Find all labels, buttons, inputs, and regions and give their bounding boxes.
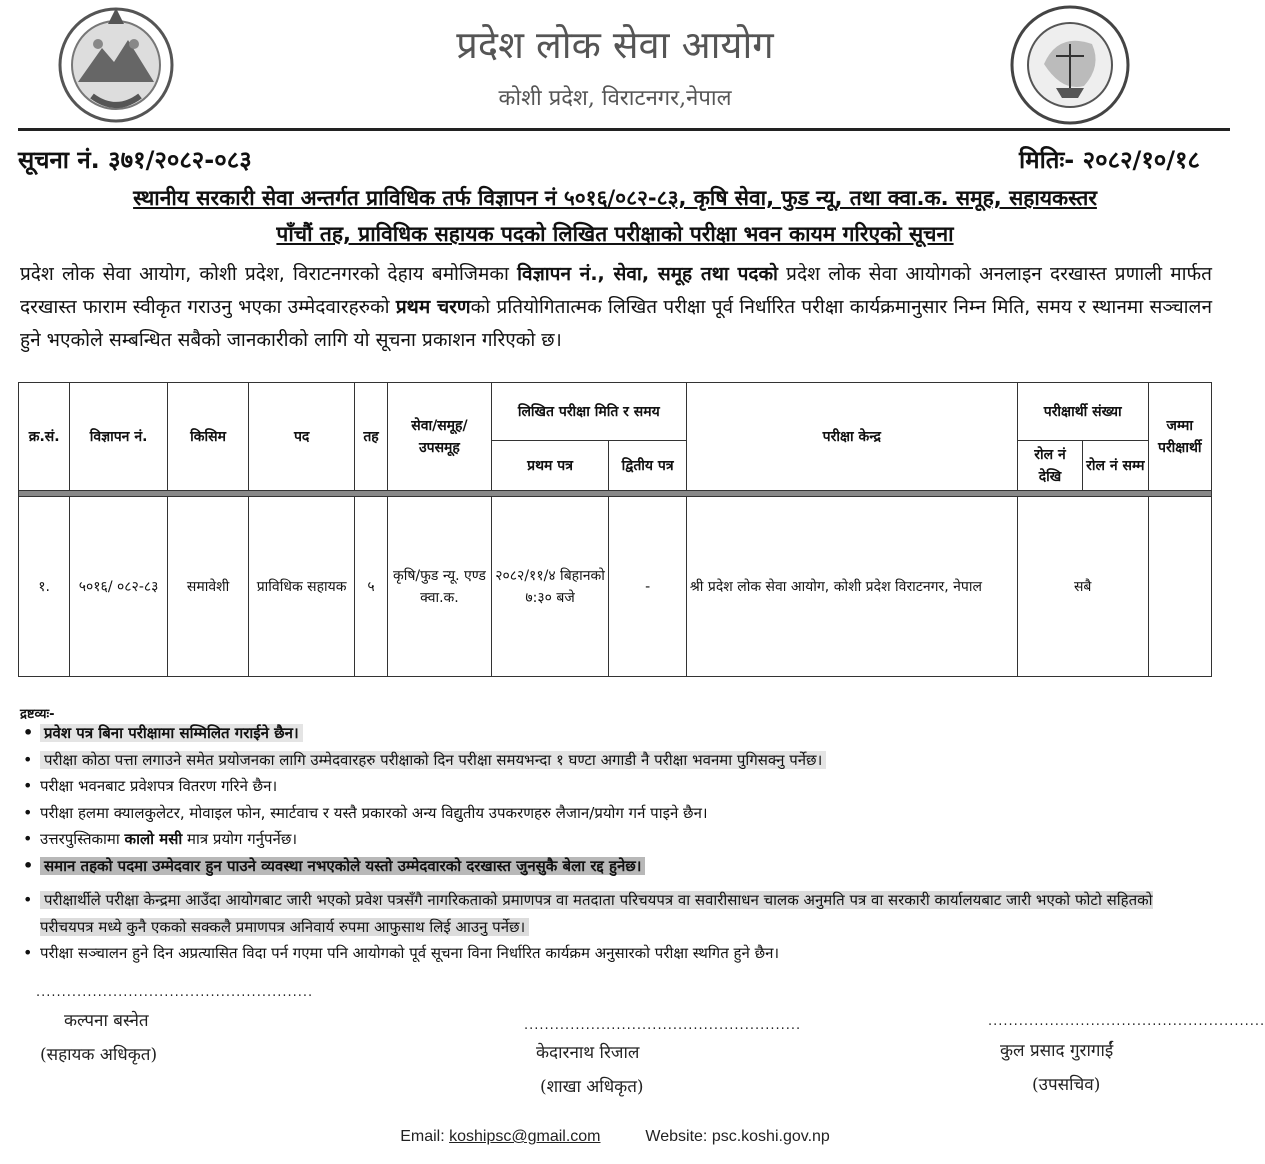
signatory-2-name: केदारनाथ रिजाल xyxy=(536,1043,640,1063)
col-paper2: द्वितीय पत्र xyxy=(609,441,686,491)
signatory-1-title: (सहायक अधिकृत) xyxy=(40,1045,158,1065)
notes-list xyxy=(20,720,1210,967)
cell-adv-no: ५०१६/ ०८२-८३ xyxy=(70,497,168,677)
contact-footer xyxy=(0,1128,1230,1146)
col-roll-from: रोल नं देखि xyxy=(1017,441,1082,491)
note-5b: मात्र प्रयोग गर्नुपर्नेछ। xyxy=(182,830,298,848)
list-item xyxy=(20,853,1210,880)
note-3: परीक्षा भवनबाट प्रवेशपत्र वितरण गरिने छैन। xyxy=(40,777,278,795)
header-rule xyxy=(18,128,1230,131)
col-exam-date: लिखित परीक्षा मिति र समय xyxy=(491,383,686,441)
cell-type: समावेशी xyxy=(167,497,248,677)
cell-paper1: २०८२/११/४ बिहानको ७:३० बजे xyxy=(491,497,609,677)
notice-intro xyxy=(20,258,1212,357)
note-5-bold: कालो मसी xyxy=(124,830,183,848)
signature-line-3: ...................................................... xyxy=(988,1014,1265,1029)
signatory-3-name: कुल प्रसाद गुरागाईं xyxy=(1000,1041,1114,1061)
intro-text-3: को प्रतियोगितात्मक लिखित परीक्षा पूर्व निर्धारित परीक्षा कार्यक्रमानुसार निम्न मिति, समय र स्थानमा सञ्चालन हुने भएकोले सम्बन्धित सबैको जानकारीको लागि यो सूचना प्रकाशन गरिएको छ। xyxy=(20,296,1212,351)
list-item xyxy=(20,826,1210,853)
note-7: परीक्षार्थीले परीक्षा केन्द्रमा आउँदा आयोगबाट जारी भएको प्रवेश पत्रसँगै नागरिकताको प्रमाणपत्र वा मतदाता परिचयपत्र वा सवारीसाधन चालक अनुमति पत्र वा सरकारी कार्यालयबाट जारी भएको फोटो सहितको परीचयपत्र मध्ये कुनै एकको सक्कलै प्रमाणपत्र अनिवार्य रुपमा आफुसाथ लिई आउनु पर्नेछ। xyxy=(40,891,1153,936)
cell-paper2: - xyxy=(609,497,686,677)
intro-text-2: प्रदेश लोक सेवा आयोगको अनलाइन दरखास्त प्रणाली मार्फत दरखास्त फाराम स्वीकृत गराउनु भएका उम्मेदवारहरुको xyxy=(20,263,1213,318)
cell-roll: सबै xyxy=(1017,497,1148,677)
col-total: जम्मा परीक्षार्थी xyxy=(1148,383,1211,491)
note-2: परीक्षा कोठा पत्ता लगाउने समेत प्रयोजनका लागि उम्मेदवारहरु परीक्षाको दिन परीक्षा समयभन्दा १ घण्टा अगाडी नै परीक्षा भवनमा पुगिसक्नु पर्नेछ। xyxy=(40,751,826,769)
cell-post: प्राविधिक सहायक xyxy=(249,497,355,677)
note-5a: उत्तरपुस्तिकामा xyxy=(40,830,125,848)
list-item xyxy=(20,747,1210,774)
subject-line-1: स्थानीय सरकारी सेवा अन्तर्गत प्राविधिक तर्फ विज्ञापन नं ५०१६/०८२-८३, कृषि सेवा, फुड न्यू, तथा क्वा.क. समूह, सहायकस्तर xyxy=(133,186,1097,210)
table-row xyxy=(19,497,1212,677)
intro-text-1: प्रदेश लोक सेवा आयोग, कोशी प्रदेश, विराटनगरको देहाय बमोजिमका xyxy=(20,263,518,285)
notice-number: सूचना नं. ३७१/२०८२-०८३ xyxy=(18,146,252,174)
col-roll-to: रोल नं सम्म xyxy=(1083,441,1148,491)
email-label: Email: xyxy=(400,1128,450,1145)
notice-date: मितिः- २०८२/१०/१८ xyxy=(1019,146,1200,174)
col-type: किसिम xyxy=(167,383,248,491)
col-level: तह xyxy=(354,383,387,491)
col-service: सेवा/समूह/ उपसमूह xyxy=(388,383,492,491)
signature-line-2: ...................................................... xyxy=(524,1018,802,1033)
cell-level: ५ xyxy=(354,497,387,677)
col-center: परीक्षा केन्द्र xyxy=(686,383,1017,491)
notice-subject xyxy=(20,180,1210,252)
col-post: पद xyxy=(249,383,355,491)
signatory-3-title: (उपसचिव) xyxy=(1032,1075,1101,1095)
signatory-2-title: (शाखा अधिकृत) xyxy=(540,1077,644,1097)
subject-line-2: पाँचौं तह, प्राविधिक सहायक पदको लिखित परीक्षाको परीक्षा भवन कायम गरिएको सूचना xyxy=(276,222,954,246)
commission-address: कोशी प्रदेश, विराटनगर,नेपाल xyxy=(498,86,732,111)
list-item xyxy=(20,800,1210,827)
cell-center: श्री प्रदेश लोक सेवा आयोग, कोशी प्रदेश विराटनगर, नेपाल xyxy=(686,497,1017,677)
note-6: समान तहको पदमा उम्मेदवार हुन पाउने व्यवस्था नभएकोले यस्तो उम्मेदवारको दरखास्त जुनसुकै बेला रद्द हुनेछ। xyxy=(40,857,645,875)
notes-heading: द्रष्टव्यः- xyxy=(20,707,55,722)
signatory-1-name: कल्पना बस्नेत xyxy=(64,1011,149,1031)
list-item xyxy=(20,773,1210,800)
col-paper1: प्रथम पत्र xyxy=(491,441,609,491)
signature-line-1: ...................................................... xyxy=(36,985,314,1000)
intro-bold-1: विज्ञापन नं., सेवा, समूह तथा पदको xyxy=(517,263,778,285)
list-item xyxy=(20,940,1210,967)
col-candidates: परीक्षार्थी संख्या xyxy=(1017,383,1148,441)
note-4: परीक्षा हलमा क्यालकुलेटर, मोवाइल फोन, स्मार्टवाच र यस्तै प्रकारको अन्य विद्युतीय उपकरणहरु लैजान/प्रयोग गर्न पाइने छैन। xyxy=(40,803,708,822)
commission-title: प्रदेश लोक सेवा आयोग xyxy=(456,23,774,67)
cell-total xyxy=(1148,497,1211,677)
note-1: प्रवेश पत्र बिना परीक्षामा सम्मिलित गराईने छैन। xyxy=(40,724,303,742)
exam-schedule-table xyxy=(18,382,1212,677)
cell-sn: १. xyxy=(19,497,70,677)
website-label: Website: xyxy=(645,1128,712,1145)
email-link[interactable]: koshipsc@gmail.com xyxy=(449,1128,601,1145)
list-item xyxy=(20,720,1210,747)
note-8: परीक्षा सञ्चालन हुने दिन अप्रत्यासित विदा पर्न गएमा पनि आयोगको पूर्व सूचना विना निर्धारित कार्यक्रम अनुसारको परीक्षा स्थगित हुने छैन। xyxy=(40,944,780,962)
intro-bold-2: प्रथम चरण xyxy=(395,296,471,318)
col-adv-no: विज्ञापन नं. xyxy=(70,383,168,491)
cell-service: कृषि/फुड न्यू. एण्ड क्वा.क. xyxy=(388,497,492,677)
col-sn: क्र.सं. xyxy=(19,383,70,491)
list-item xyxy=(20,887,1210,940)
website-link[interactable]: psc.koshi.gov.np xyxy=(711,1128,830,1145)
